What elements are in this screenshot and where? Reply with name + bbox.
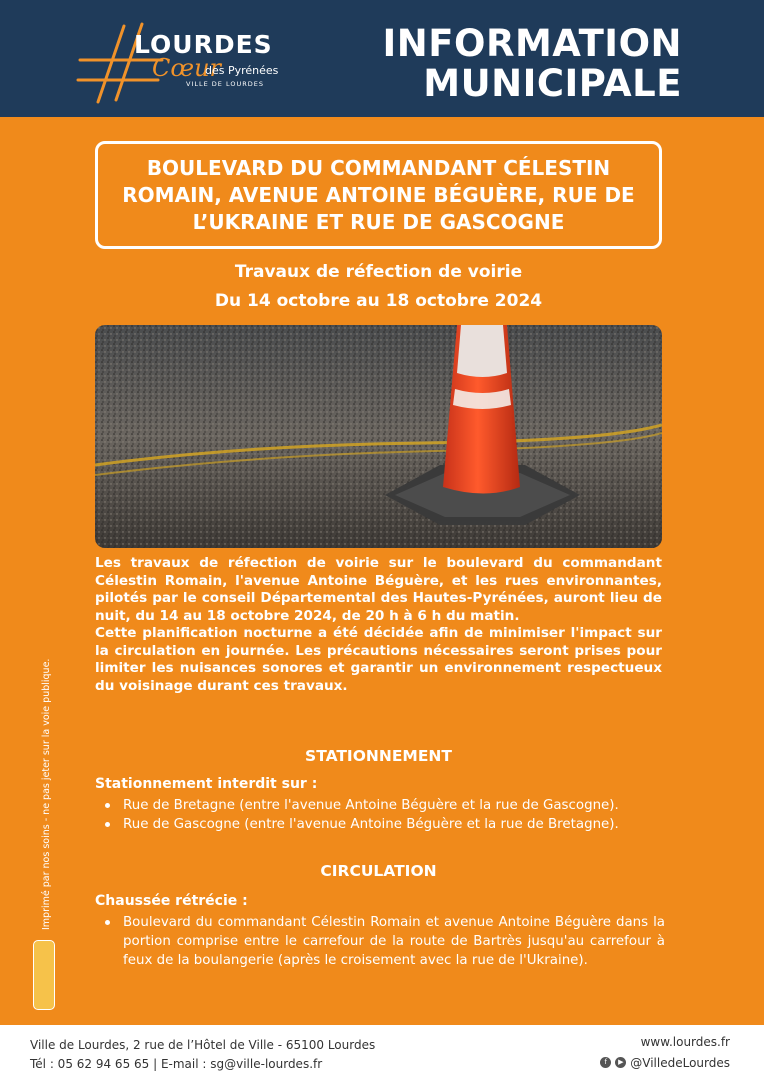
footer-address: Ville de Lourdes, 2 rue de l’Hôtel de Ville - 65100 Lourdes [30, 1038, 376, 1052]
works-subtitle [95, 258, 662, 316]
footer [0, 1025, 764, 1080]
footer-links [600, 1033, 730, 1072]
logo-title: LOURDES [134, 30, 273, 59]
list-item: Rue de Gascogne (entre l'avenue Antoine Béguère et la rue de Bretagne). [95, 815, 665, 834]
recycle-icon [33, 940, 55, 1010]
list-item: Boulevard du commandant Célestin Romain et avenue Antoine Béguère dans la portion comprise entre le carrefour de la route de Bartrès jusqu'au carrefour à feux de la boulangerie (après le croisement avec la rue de l'Ukraine). [95, 913, 665, 970]
logo-subtitle: des Pyrénées [205, 64, 279, 77]
circulation-subheading: Chaussée rétrécie : [95, 893, 248, 909]
description-paragraph-2: Cette planification nocturne a été décidée afin de minimiser l'impact sur la circulation en journée. Les précautions nécessaires seront prises pour limiter les nuisances sonores et garantir un environnement respectueux du voisinage durant ces travaux. [95, 625, 662, 694]
stationnement-subheading: Stationnement interdit sur : [95, 776, 318, 792]
footer-contact [30, 1036, 375, 1074]
stationnement-list [95, 796, 665, 834]
youtube-icon[interactable]: ▶ [615, 1057, 626, 1068]
circulation-list [95, 913, 665, 970]
lourdes-logo[interactable] [76, 22, 306, 104]
page-title-line2: MUNICIPALE [423, 62, 682, 105]
circulation-heading: CIRCULATION [320, 862, 437, 880]
traffic-cone-photo [95, 325, 662, 548]
page-title-line1: INFORMATION [382, 22, 682, 65]
logo-script: Cœur [152, 54, 222, 82]
works-description [95, 555, 662, 695]
works-type: Travaux de réfection de voirie [234, 262, 523, 282]
logo-ville: VILLE DE LOURDES [186, 80, 264, 88]
page-title [352, 24, 682, 104]
streets-title: BOULEVARD DU COMMANDANT CÉLESTIN ROMAIN, AVENUE ANTOINE BÉGUÈRE, RUE DE L’UKRAINE ET RUE DE GASCOGNE [122, 155, 635, 234]
streets-title-box [95, 141, 662, 249]
social-handle[interactable]: @VilledeLourdes [630, 1055, 730, 1070]
traffic-cone-icon [95, 325, 662, 548]
description-paragraph-1: Les travaux de réfection de voirie sur le boulevard du commandant Célestin Romain, l'avenue Antoine Béguère, et les rues environnantes, pilotés par le conseil Départemental des Hautes-Pyrénées, auront lieu de nuit, du 14 au 18 octobre 2024, de 20 h à 6 h du matin. [95, 555, 662, 624]
works-dates: Du 14 octobre au 18 octobre 2024 [214, 291, 543, 311]
print-note: Imprimé par nos soins - ne pas jeter sur la voie publique. [41, 658, 52, 930]
facebook-icon[interactable]: f [600, 1057, 611, 1068]
social-links[interactable] [600, 1054, 730, 1072]
header-banner [0, 0, 764, 117]
footer-phone-email[interactable]: Tél : 05 62 94 65 65 | E-mail : sg@ville-lourdes.fr [30, 1057, 323, 1071]
list-item: Rue de Bretagne (entre l'avenue Antoine Béguère et la rue de Gascogne). [95, 796, 665, 815]
stationnement-heading: STATIONNEMENT [305, 747, 452, 765]
website-link[interactable]: www.lourdes.fr [640, 1035, 730, 1049]
